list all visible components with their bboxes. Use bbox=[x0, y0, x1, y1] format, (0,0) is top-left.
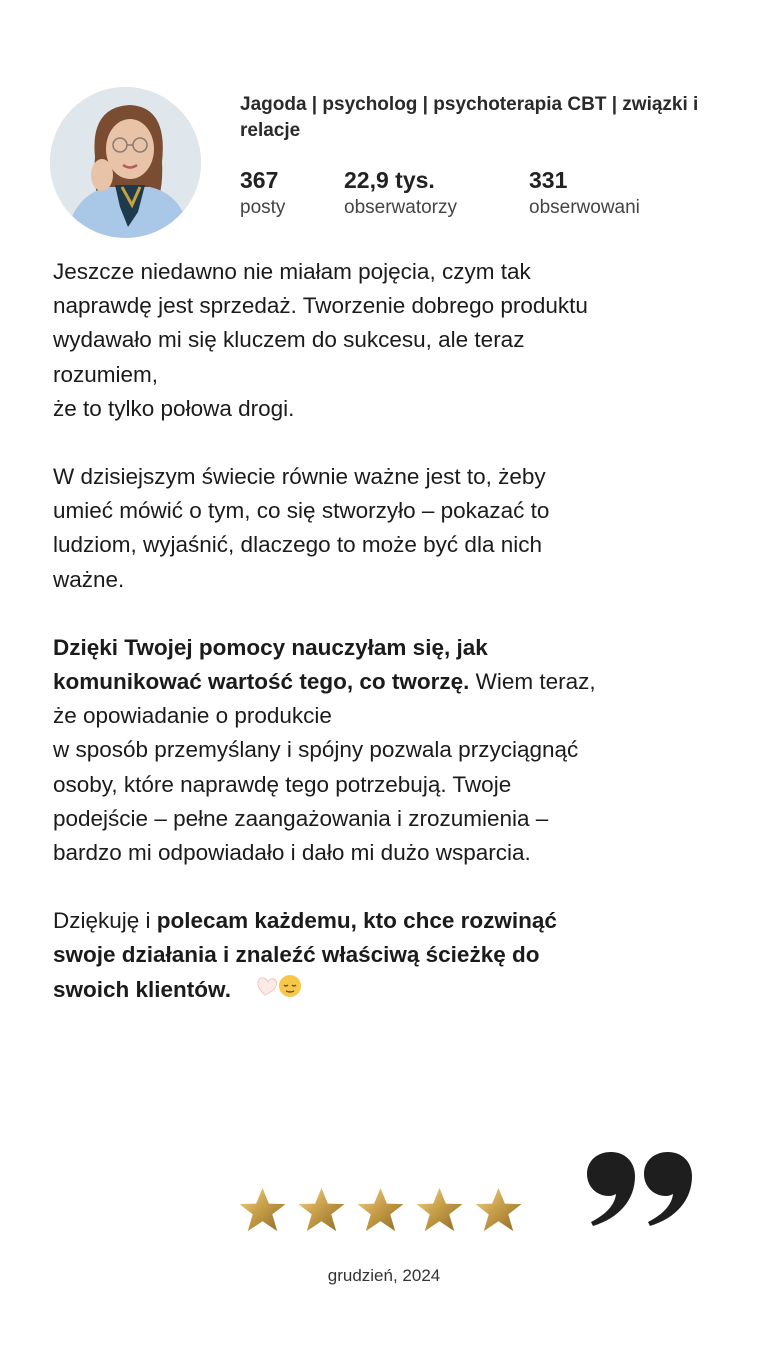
star-icon bbox=[297, 1186, 346, 1235]
bold-text: swoje działania i znaleźć właściwą ścieżkę do bbox=[53, 942, 540, 968]
text-line: podejście – pełne zaangażowania i zrozumienia – bbox=[53, 805, 549, 831]
followers-count: 22,9 tys. bbox=[344, 167, 435, 193]
avatar[interactable] bbox=[50, 87, 201, 238]
text-line: W dzisiejszym świecie równie ważne jest to, żeby bbox=[53, 464, 546, 490]
paragraph-2 bbox=[53, 460, 733, 597]
text-line: wydawało mi się kluczem do sukcesu, ale teraz bbox=[53, 327, 525, 353]
bold-text: swoich klientów. bbox=[53, 976, 231, 1002]
posts-count: 367 bbox=[240, 167, 279, 193]
avatar-photo bbox=[50, 87, 201, 238]
text-line bbox=[53, 904, 733, 938]
review-date: grudzień, 2024 bbox=[327, 1266, 441, 1285]
star-icon bbox=[415, 1186, 464, 1235]
text-line: ważne. bbox=[53, 566, 125, 592]
text-line: bardzo mi odpowiadało i dało mi dużo wsparcia. bbox=[53, 840, 531, 866]
star-icon bbox=[238, 1186, 287, 1235]
followers-stat[interactable] bbox=[344, 166, 457, 221]
text-line bbox=[53, 938, 733, 972]
following-count: 331 bbox=[529, 167, 568, 193]
star-icon bbox=[474, 1186, 523, 1235]
bold-text: polecam każdemu, kto chce rozwinąć bbox=[156, 908, 557, 934]
star-icon bbox=[356, 1186, 405, 1235]
posts-label: posty bbox=[240, 197, 286, 218]
bold-text: Dzięki Twojej pomocy nauczyłam się, jak bbox=[53, 634, 488, 660]
paragraph-1 bbox=[53, 255, 733, 426]
paragraph-3 bbox=[53, 631, 733, 870]
text-line: że to tylko połowa drogi. bbox=[53, 395, 295, 421]
followers-label: obserwatorzy bbox=[344, 197, 457, 218]
text-line bbox=[53, 631, 733, 665]
text-line bbox=[53, 665, 733, 699]
text-line bbox=[53, 973, 733, 1009]
text-line: naprawdę jest sprzedaż. Tworzenie dobrego produktu bbox=[53, 293, 588, 319]
rating-stars bbox=[238, 1186, 523, 1235]
text-line: że opowiadanie o produkcie bbox=[53, 703, 332, 729]
text-line: ludziom, wyjaśnić, dlaczego to może być dla nich bbox=[53, 532, 542, 558]
text-line: Jeszcze niedawno nie miałam pojęcia, czym tak bbox=[53, 259, 531, 284]
text-line: rozumiem, bbox=[53, 361, 159, 387]
heart-and-relieved-face-emoji-icon bbox=[255, 973, 303, 1009]
posts-stat[interactable] bbox=[240, 166, 285, 221]
text-line: w sposób przemyślany i spójny pozwala przyciągnąć bbox=[53, 737, 579, 763]
testimonial-text bbox=[53, 255, 733, 1043]
text-line: osoby, które naprawdę tego potrzebują. Twoje bbox=[53, 771, 512, 797]
text-fragment: Dziękuję i bbox=[53, 908, 157, 934]
text-fragment: Wiem teraz, bbox=[469, 669, 596, 695]
bold-text: komunikować wartość tego, co tworzę. bbox=[53, 669, 470, 695]
closing-quote-icon bbox=[585, 1150, 695, 1235]
paragraph-4 bbox=[53, 904, 733, 1009]
profile-name[interactable]: Jagoda | psycholog | psychoterapia CBT | związki i relacje bbox=[240, 94, 699, 141]
text-line: umieć mówić o tym, co się stworzyło – pokazać to bbox=[53, 498, 550, 524]
following-stat[interactable] bbox=[529, 166, 640, 221]
following-label: obserwowani bbox=[529, 197, 640, 218]
